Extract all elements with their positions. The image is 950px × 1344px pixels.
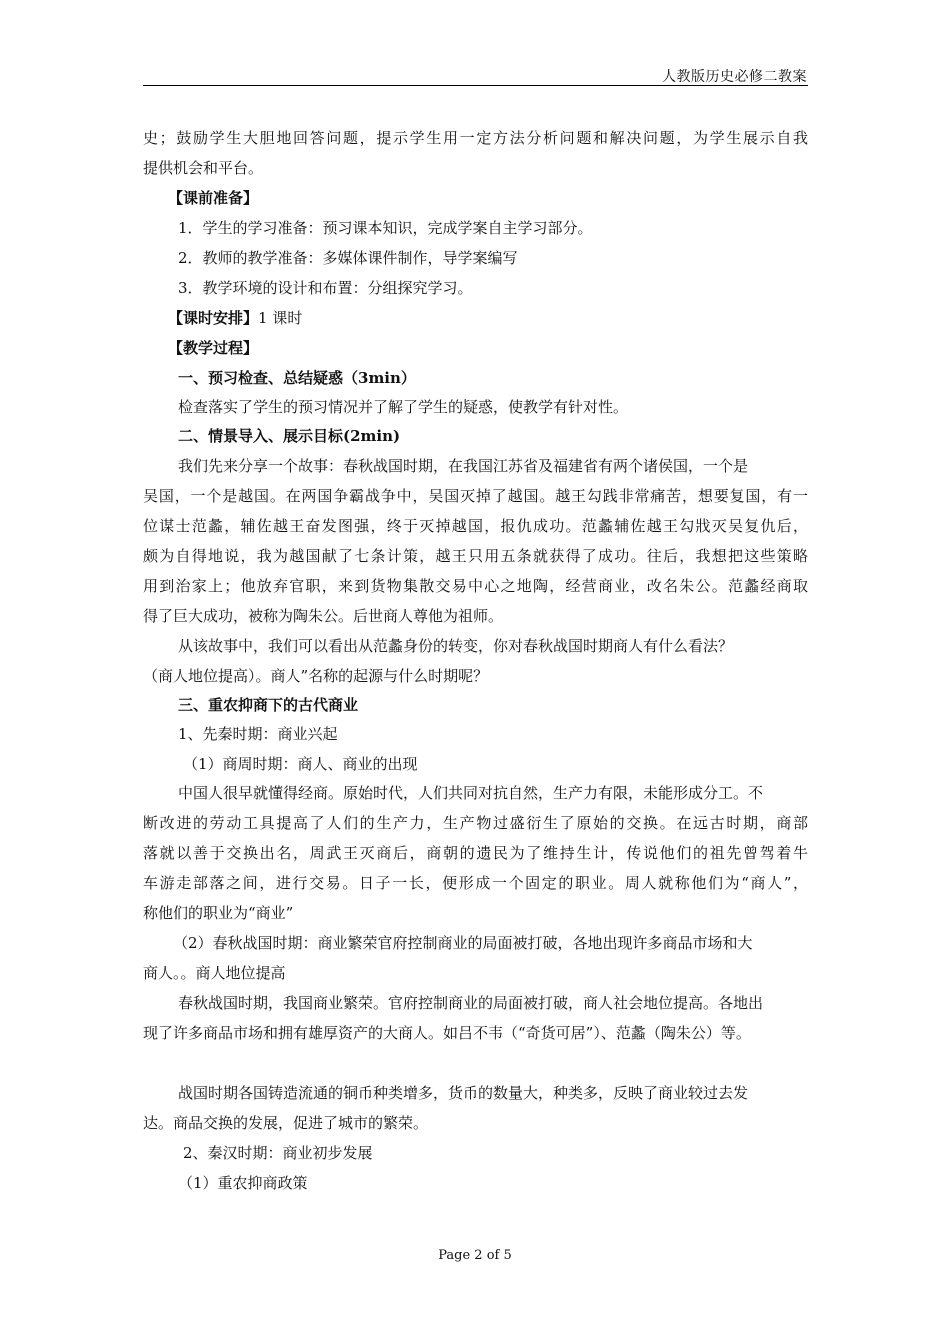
body-line: 战国时期各国铸造流通的铜币种类增多，货币的数量大，种类多，反映了商业较过去发 bbox=[178, 1084, 749, 1102]
schedule-line bbox=[168, 308, 302, 328]
list-item: 2．教师的教学准备：多媒体课件制作，导学案编写 bbox=[178, 249, 518, 267]
body-line: 2、秦汉时期：商业初步发展 bbox=[183, 1144, 373, 1162]
subsection-heading: 三、重农抑商下的古代商业 bbox=[178, 696, 359, 714]
section-heading: 【教学过程】 bbox=[168, 339, 259, 357]
body-line: （商人地位提高）。商人”名称的起源与什么时期呢？ bbox=[143, 667, 489, 685]
body-line: 商人。。商人地位提高 bbox=[143, 964, 286, 982]
body-line: 称他们的职业为“商业” bbox=[143, 904, 294, 922]
body-line: 得了巨大成功，被称为陶朱公。后世商人尊他为祖师。 bbox=[143, 607, 504, 625]
body-line: 从该故事中，我们可以看出从范蠡身份的转变，你对春秋战国时期商人有什么看法？ bbox=[178, 637, 734, 655]
running-header: 人教版历史必修二教案 bbox=[662, 69, 807, 85]
body-line: 吴国，一个是越国。在两国争霸战争中，吴国灭掉了越国。越王勾践非常痛苦，想要复国，有一 bbox=[143, 487, 808, 505]
body-line: （2）春秋战国时期：商业繁荣官府控制商业的局面被打破，各地出现许多商品市场和大 bbox=[173, 934, 753, 952]
section-heading: 【课时安排】 bbox=[168, 309, 259, 327]
body-line: （1）重农抑商政策 bbox=[178, 1174, 308, 1192]
body-line: 颇为自得地说，我为越国献了七条计策，越王只用五条就获得了成功。往后，我想把这些策略 bbox=[143, 547, 808, 565]
body-line: 春秋战国时期，我国商业繁荣。官府控制商业的局面被打破，商人社会地位提高。各地出 bbox=[178, 994, 764, 1012]
body-line: 断改进的劳动工具提高了人们的生产力，生产物过盛衍生了原始的交换。在远古时期，商部 bbox=[143, 814, 808, 832]
section-heading: 【课前准备】 bbox=[168, 189, 259, 207]
schedule-value: 1 课时 bbox=[258, 309, 303, 327]
subsection-heading: 一、预习检查、总结疑惑（3min） bbox=[178, 369, 416, 387]
body-line: 用到治家上；他放弃官职，来到货物集散交易中心之地陶，经营商业，改名朱公。范蠡经商取 bbox=[143, 577, 808, 595]
list-item: 1．学生的学习准备：预习课本知识，完成学案自主学习部分。 bbox=[178, 219, 593, 237]
body-line: 史；鼓励学生大胆地回答问题，提示学生用一定方法分析问题和解决问题，为学生展示自我 bbox=[143, 129, 808, 147]
list-item: 3．教学环境的设计和布置：分组探究学习。 bbox=[178, 279, 473, 297]
body-line: 检查落实了学生的预习情况并了解了学生的疑惑，使教学有针对性。 bbox=[178, 398, 629, 416]
header-rule bbox=[143, 85, 808, 86]
body-line: （1）商周时期：商人、商业的出现 bbox=[183, 755, 418, 773]
body-line: 车游走部落之间，进行交易。日子一长，便形成一个固定的职业。周人就称他们为“商人”， bbox=[143, 874, 808, 892]
subsection-heading: 二、情景导入、展示目标(2min) bbox=[178, 427, 401, 445]
page-number: Page 2 of 5 bbox=[438, 1248, 512, 1263]
body-line: 1、先秦时期：商业兴起 bbox=[178, 725, 338, 743]
body-line: 我们先来分享一个故事：春秋战国时期，在我国江苏省及福建省有两个诸侯国，一个是 bbox=[178, 457, 749, 475]
body-line: 位谋士范蠡，辅佐越王奋发图强，终于灭掉越国，报仇成功。范蠡辅佐越王勾戕灭吴复仇后， bbox=[143, 517, 808, 535]
body-line: 落就以善于交换出名，周武王灭商后，商朝的遗民为了维持生计，传说他们的祖先曾驾着牛 bbox=[143, 844, 808, 862]
body-line: 达。商品交换的发展，促进了城市的繁荣。 bbox=[143, 1114, 429, 1132]
body-line: 提供机会和平台。 bbox=[143, 159, 264, 177]
body-line: 中国人很早就懂得经商。原始时代，人们共同对抗自然，生产力有限，未能形成分工。不 bbox=[178, 784, 764, 802]
body-line: 现了许多商品市场和拥有雄厚资产的大商人。如吕不韦（“奇货可居”）、范蠡（陶朱公）等。 bbox=[143, 1024, 751, 1042]
